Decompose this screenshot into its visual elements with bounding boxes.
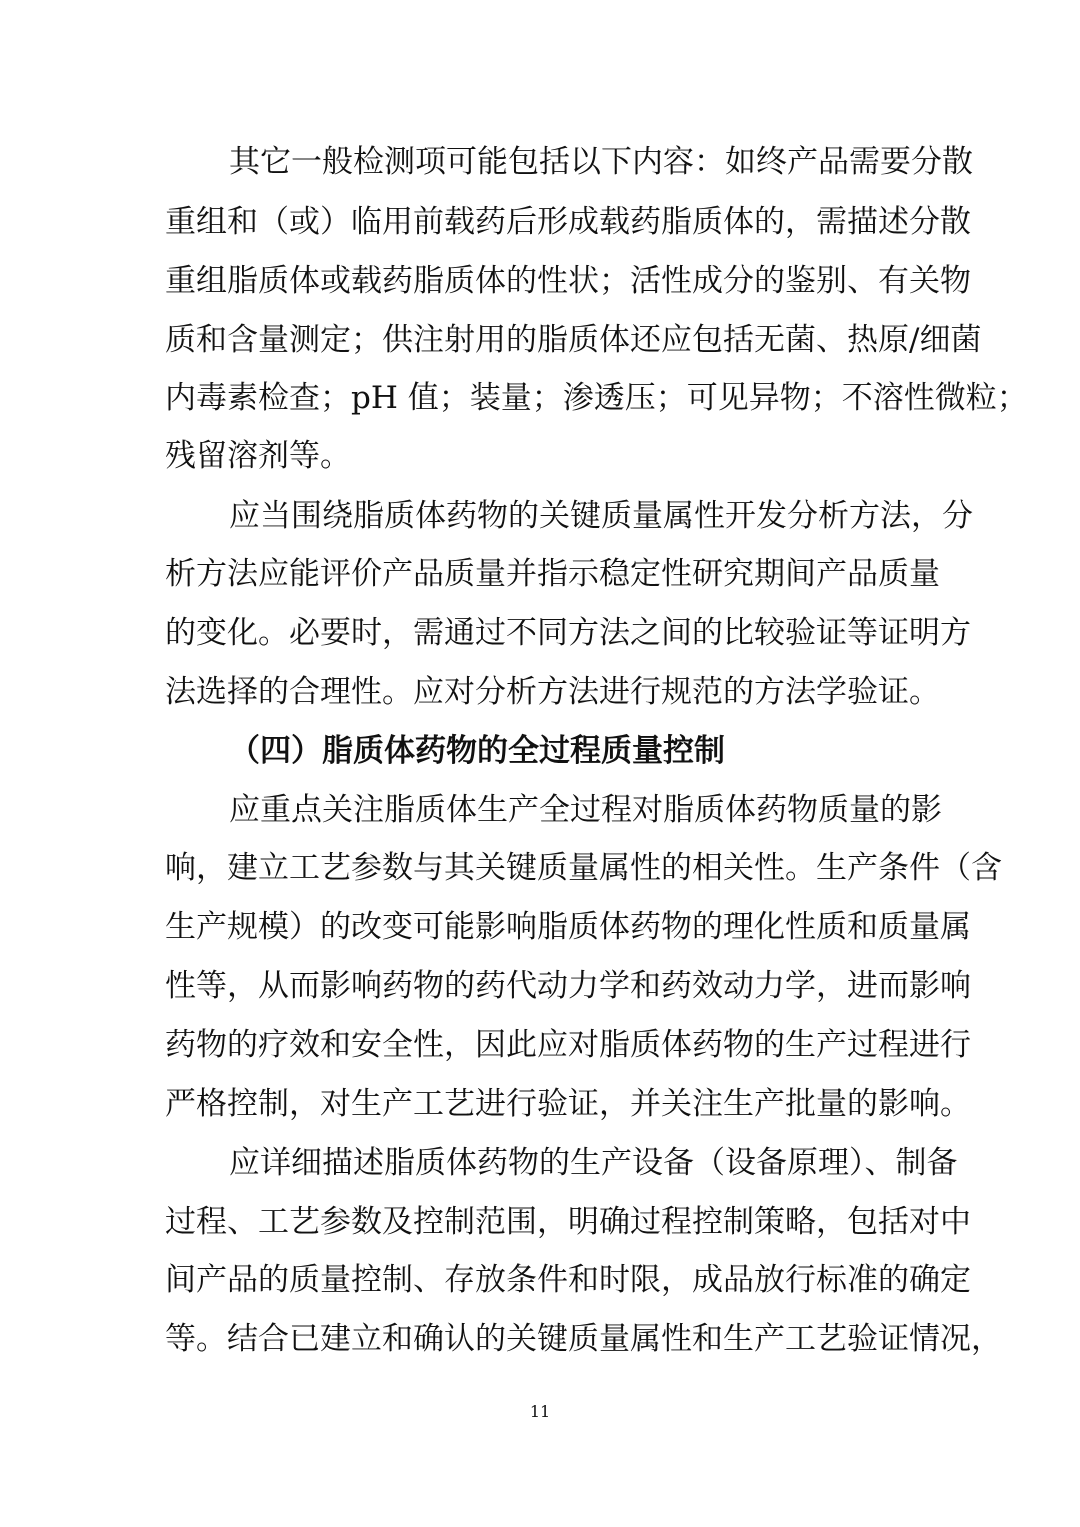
paragraph-1-line-2: 重组和（或）临用前载药后形成载药脂质体的，需描述分散	[165, 204, 971, 240]
paragraph-3-line-5: 药物的疗效和安全性，因此应对脂质体药物的生产过程进行	[165, 1027, 971, 1063]
paragraph-1-line-4: 质和含量测定；供注射用的脂质体还应包括无菌、热原/细菌	[165, 322, 982, 358]
paragraph-4-line-4: 等。结合已建立和确认的关键质量属性和生产工艺验证情况，	[165, 1321, 1002, 1357]
paragraph-4-line-1: 应详细描述脂质体药物的生产设备（设备原理）、制备	[229, 1145, 958, 1181]
paragraph-1-line-5: 内毒素检查；pH 值；装量；渗透压；可见异物；不溶性微粒；	[165, 380, 1028, 416]
paragraph-1-line-1: 其它一般检测项可能包括以下内容：如终产品需要分散	[229, 144, 973, 180]
section-heading: （四）脂质体药物的全过程质量控制	[229, 733, 725, 769]
paragraph-3-line-3: 生产规模）的改变可能影响脂质体药物的理化性质和质量属	[165, 909, 971, 945]
paragraph-2-line-2: 析方法应能评价产品质量并指示稳定性研究期间产品质量	[165, 556, 940, 592]
paragraph-3-line-1: 应重点关注脂质体生产全过程对脂质体药物质量的影	[229, 792, 942, 828]
paragraph-3-line-2: 响，建立工艺参数与其关键质量属性的相关性。生产条件（含	[165, 850, 1002, 886]
paragraph-3-line-6: 严格控制，对生产工艺进行验证，并关注生产批量的影响。	[165, 1086, 971, 1122]
paragraph-4-line-2: 过程、工艺参数及控制范围，明确过程控制策略，包括对中	[165, 1204, 971, 1240]
paragraph-1-line-6: 残留溶剂等。	[165, 438, 351, 474]
paragraph-4-line-3: 间产品的质量控制、存放条件和时限，成品放行标准的确定	[165, 1262, 971, 1298]
paragraph-3-line-4: 性等，从而影响药物的药代动力学和药效动力学，进而影响	[165, 968, 971, 1004]
paragraph-2-line-4: 法选择的合理性。应对分析方法进行规范的方法学验证。	[165, 674, 940, 710]
paragraph-1-line-3: 重组脂质体或载药脂质体的性状；活性成分的鉴别、有关物	[165, 263, 971, 299]
paragraph-2-line-1: 应当围绕脂质体药物的关键质量属性开发分析方法，分	[229, 498, 973, 534]
page-number: 11	[529, 1402, 551, 1421]
paragraph-2-line-3: 的变化。必要时，需通过不同方法之间的比较验证等证明方	[165, 615, 971, 651]
